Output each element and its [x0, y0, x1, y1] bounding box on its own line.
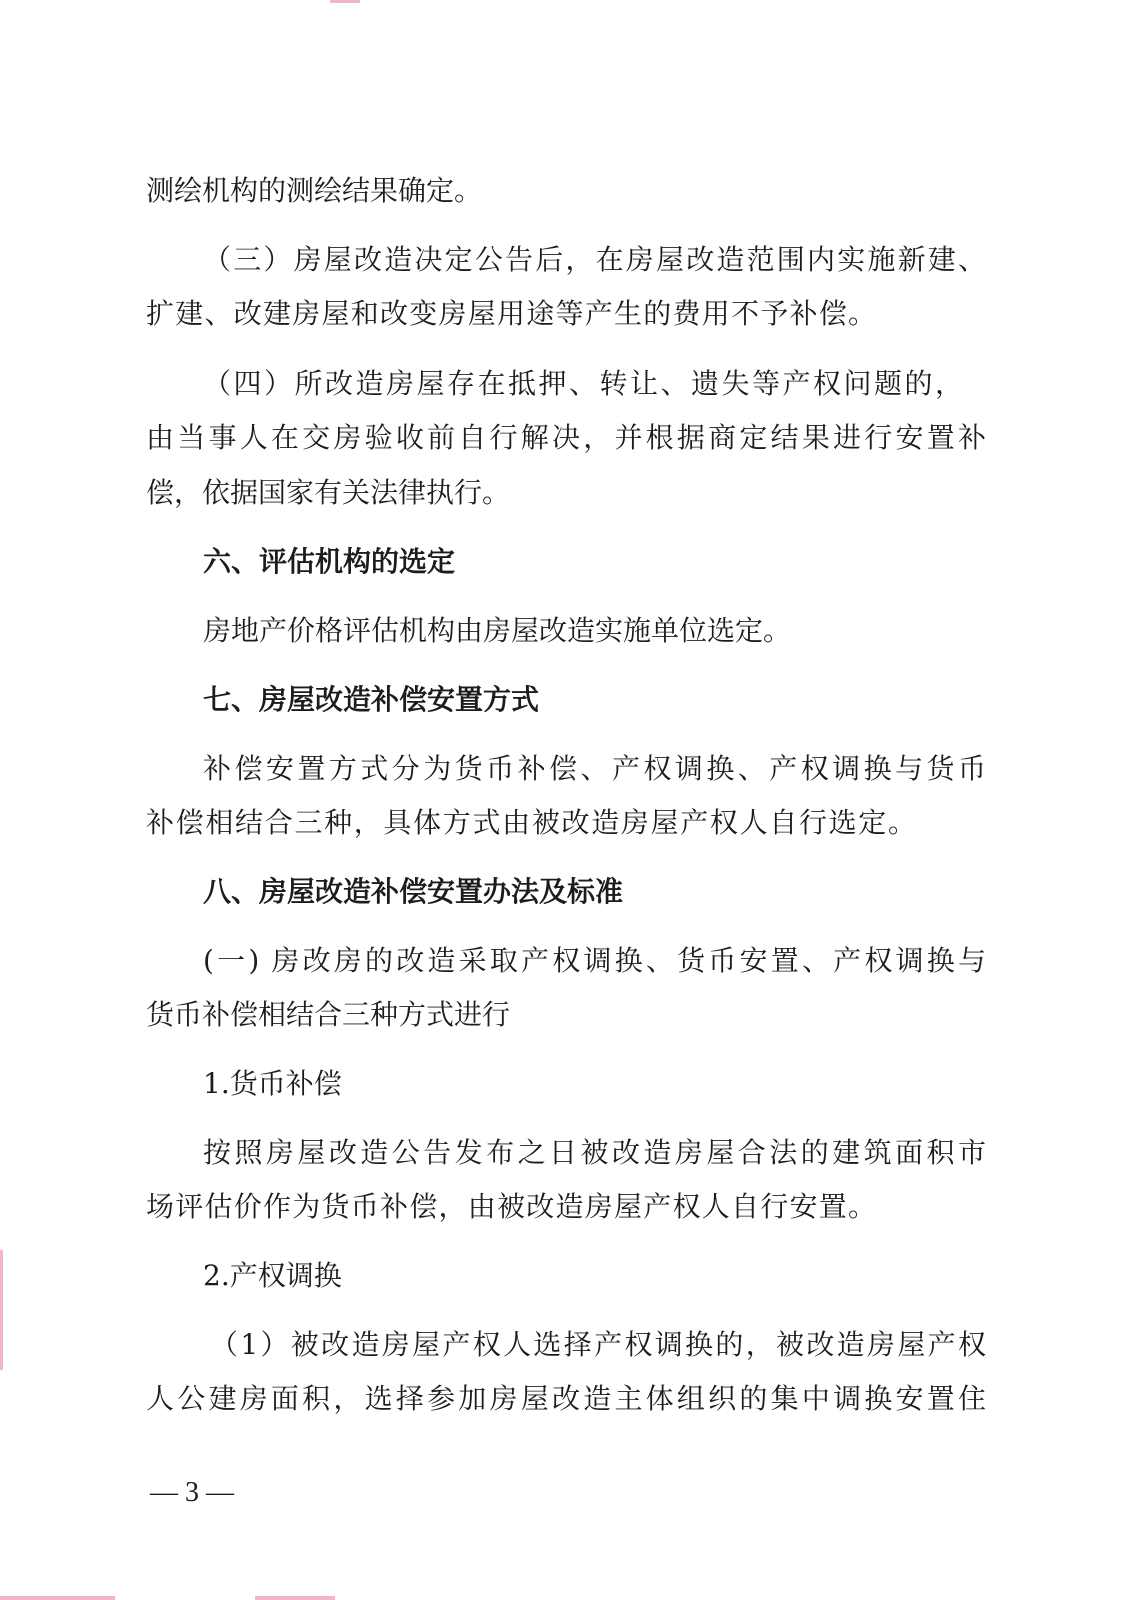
body-text-line: 货币补偿相结合三种方式进行 — [146, 998, 511, 1031]
body-text-line: 场评估价作为货币补偿，由被改造房屋产权人自行安置。 — [146, 1190, 876, 1223]
section-heading: 六、评估机构的选定 — [203, 545, 456, 578]
subsection-heading: 2.产权调换 — [203, 1259, 342, 1292]
page-number: — 3 — — [150, 1477, 234, 1508]
subsection-heading: 1.货币补偿 — [203, 1067, 342, 1100]
body-text-line: 由当事人在交房验收前自行解决，并根据商定结果进行安置补 — [146, 421, 986, 454]
body-text-line: 补偿安置方式分为货币补偿、产权调换、产权调换与货币 — [203, 752, 986, 785]
body-text-line: 扩建、改建房屋和改变房屋用途等产生的费用不予补偿。 — [146, 297, 876, 330]
body-text-line: （四）所改造房屋存在抵押、转让、遗失等产权问题的， — [203, 367, 963, 400]
section-heading: 七、房屋改造补偿安置方式 — [203, 683, 540, 716]
body-text-line: （1）被改造房屋产权人选择产权调换的，被改造房屋产权 — [210, 1328, 986, 1361]
bottom-edge-mark-left — [0, 1596, 115, 1600]
body-text-line: （三）房屋改造决定公告后，在房屋改造范围内实施新建、 — [203, 243, 986, 276]
left-edge-mark — [0, 1250, 3, 1370]
body-text-line: (一) 房改房的改造采取产权调换、货币安置、产权调换与 — [203, 944, 986, 977]
section-heading: 八、房屋改造补偿安置办法及标准 — [203, 875, 624, 908]
top-edge-mark — [330, 0, 360, 3]
body-text-line: 房地产价格评估机构由房屋改造实施单位选定。 — [203, 614, 792, 647]
body-text-line: 按照房屋改造公告发布之日被改造房屋合法的建筑面积市 — [203, 1136, 986, 1169]
body-text-line: 测绘机构的测绘结果确定。 — [146, 174, 483, 207]
body-text-line: 补偿相结合三种，具体方式由被改造房屋产权人自行选定。 — [146, 806, 916, 839]
body-text-line: 人公建房面积，选择参加房屋改造主体组织的集中调换安置住 — [146, 1382, 986, 1415]
bottom-edge-mark-right — [255, 1596, 335, 1600]
body-text-line: 偿，依据国家有关法律执行。 — [146, 476, 511, 509]
